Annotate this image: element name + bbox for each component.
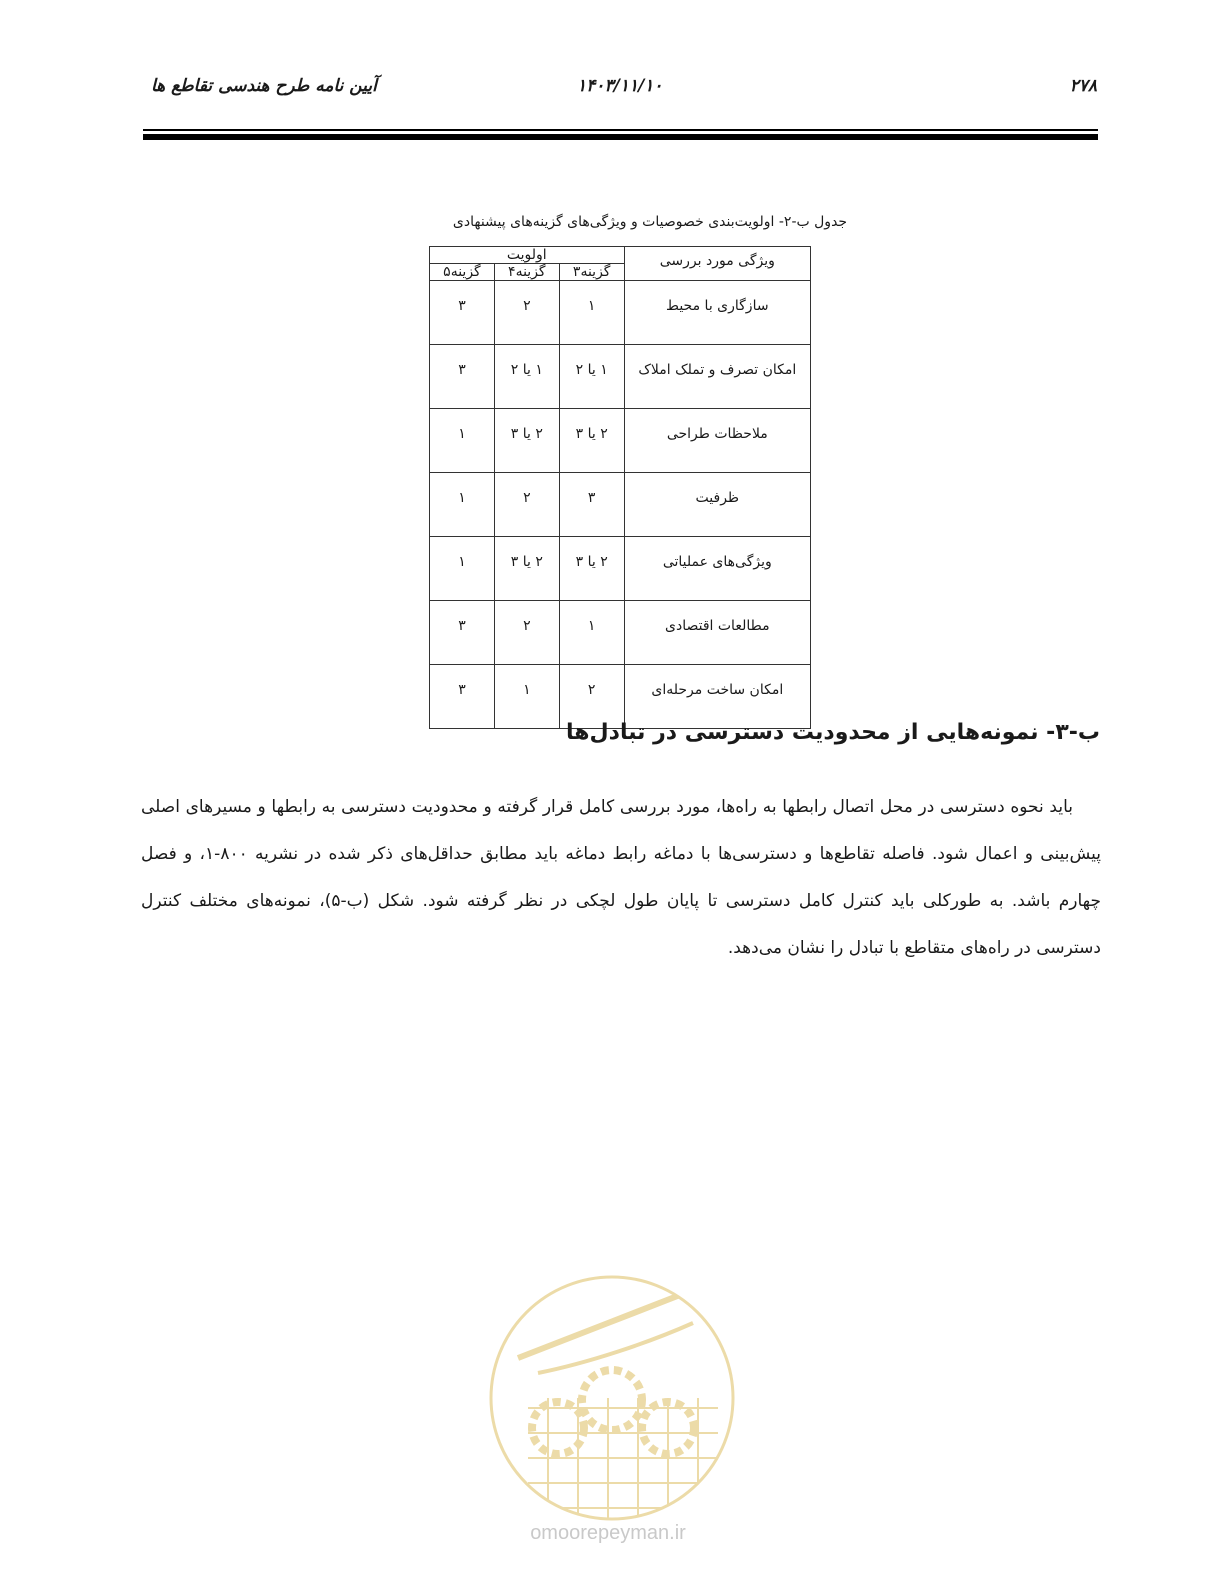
value-cell: ۲ یا ۳ xyxy=(494,537,559,601)
page-number: ۲۷۸ xyxy=(1069,76,1097,96)
feature-column-header: ویژگی مورد بررسی xyxy=(624,247,810,281)
table-row xyxy=(430,345,811,409)
value-cell: ۱ xyxy=(430,537,495,601)
value-cell: ۱ xyxy=(430,473,495,537)
feature-cell: امکان ساخت مرحله‌ای xyxy=(624,665,810,729)
value-cell: ۲ یا ۳ xyxy=(559,409,624,473)
body-paragraph: باید نحوه دسترسی در محل اتصال رابطها به راه‌ها، مورد بررسی کامل قرار گرفته و محدودیت دسترسی به رابطها و مسیرهای اصلی پیش‌بینی و اعمال شود. فاصله تقاطع‌ها و دسترسی‌ها با دماغه رابط دماغه باید مطابق حداقل‌های ذکر شده در نشریه ۸۰۰-۱، و فصل چهارم باشد. به طورکلی باید کنترل کامل دسترسی تا پایان طول لچکی در نظر گرفته شود. شکل (ب-۵)، نمونه‌های مختلف کنترل دسترسی در راه‌های متقاطع با تبادل را نشان می‌دهد. xyxy=(141,797,1101,958)
table-row xyxy=(430,281,811,345)
table-row xyxy=(430,537,811,601)
value-cell: ۲ xyxy=(494,601,559,665)
value-cell: ۳ xyxy=(430,665,495,729)
feature-cell: امکان تصرف و تملک املاک xyxy=(624,345,810,409)
value-cell: ۱ یا ۲ xyxy=(559,345,624,409)
header-divider-thin xyxy=(143,129,1098,131)
table-caption: جدول ب-۲- اولویت‌بندی خصوصیات و ویژگی‌های گزینه‌های پیشنهادی xyxy=(452,214,848,230)
option-header: گزینه۴ xyxy=(494,264,559,281)
priority-column-header: اولویت xyxy=(430,247,625,264)
feature-cell: ویژگی‌های عملیاتی xyxy=(624,537,810,601)
value-cell: ۱ xyxy=(559,281,624,345)
table-row xyxy=(430,665,811,729)
value-cell: ۳ xyxy=(559,473,624,537)
page-header xyxy=(145,70,1097,104)
value-cell: ۱ xyxy=(430,409,495,473)
document-title: آیین نامه طرح هندسی تقاطع ها xyxy=(151,76,377,96)
value-cell: ۳ xyxy=(430,281,495,345)
value-cell: ۱ xyxy=(494,665,559,729)
value-cell: ۲ یا ۳ xyxy=(559,537,624,601)
option-header: گزینه۳ xyxy=(559,264,624,281)
value-cell: ۲ xyxy=(494,281,559,345)
value-cell: ۱ xyxy=(559,601,624,665)
watermark-url: omoorepeyman.ir xyxy=(530,1522,686,1544)
table-row xyxy=(430,473,811,537)
feature-cell: مطالعات اقتصادی xyxy=(624,601,810,665)
table-row xyxy=(430,409,811,473)
value-cell: ۲ یا ۳ xyxy=(494,409,559,473)
value-cell: ۲ xyxy=(559,665,624,729)
feature-cell: سازگاری با محیط xyxy=(624,281,810,345)
table-row xyxy=(430,601,811,665)
feature-cell: ظرفیت xyxy=(624,473,810,537)
seal-icon xyxy=(478,1268,746,1528)
header-divider-thick xyxy=(143,134,1098,140)
priority-table xyxy=(429,246,811,729)
value-cell: ۲ xyxy=(494,473,559,537)
value-cell: ۱ یا ۲ xyxy=(494,345,559,409)
value-cell: ۳ xyxy=(430,601,495,665)
section-heading: ب-۳- نمونه‌هایی از محدودیت دسترسی در تبادل‌ها xyxy=(566,720,1100,745)
value-cell: ۳ xyxy=(430,345,495,409)
header-date: ۱۴۰۳/۱۱/۱۰ xyxy=(577,76,663,96)
feature-cell: ملاحظات طراحی xyxy=(624,409,810,473)
option-header: گزینه۵ xyxy=(430,264,495,281)
